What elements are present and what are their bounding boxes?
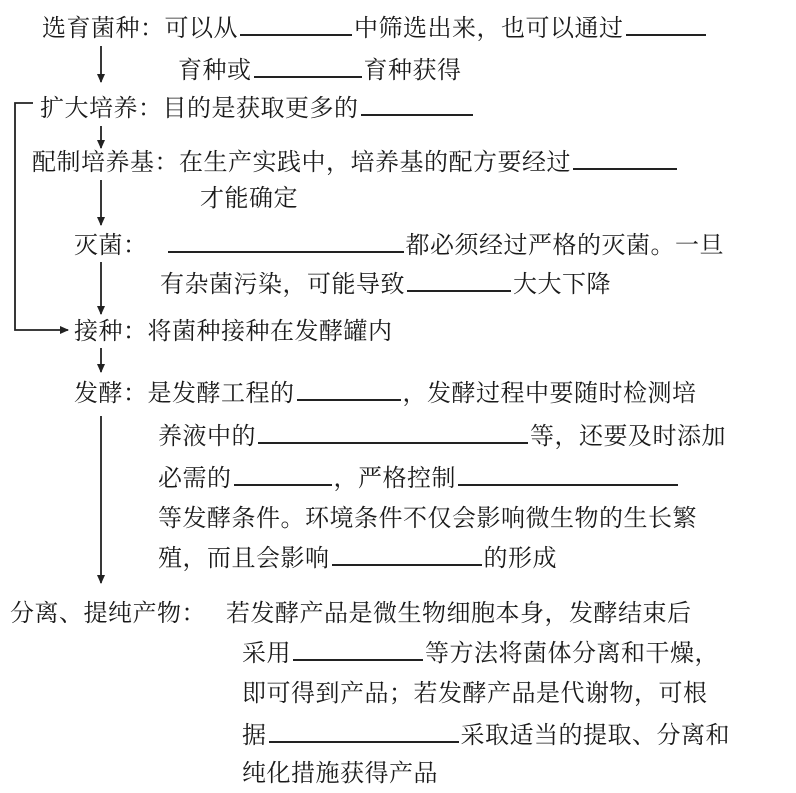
text-segment: 的形成 xyxy=(483,544,557,572)
step-colon: ： xyxy=(154,148,179,176)
text-segment: 等发酵条件。环境条件不仅会影响微生物的生长繁 xyxy=(158,504,697,532)
fill-blank-8 xyxy=(297,398,401,401)
text-segment: 在生产实践中，培养基的配方要经过 xyxy=(179,148,571,176)
step-colon: ： xyxy=(123,317,148,345)
text-segment: 纯化措施获得产品 xyxy=(242,759,438,787)
text-segment: 可以从 xyxy=(164,14,238,42)
text-segment: 即可得到产品；若发酵产品是代谢物，可根 xyxy=(242,679,708,707)
text-segment: 等方法将菌体分离和干燥， xyxy=(425,639,719,667)
fill-blank-5 xyxy=(573,167,677,170)
step-colon: ： xyxy=(181,599,206,627)
step-label-inoculate: 接种 xyxy=(74,317,123,345)
text-segment: 育种获得 xyxy=(363,56,462,84)
fill-blank-13 xyxy=(293,658,423,661)
step-label-separate-purify: 分离、提纯产物 xyxy=(10,599,182,627)
step-separate-purify-line-5 xyxy=(242,753,438,793)
text-segment: 都必须经过严格的灭菌。一旦 xyxy=(405,231,724,259)
text-segment: 采用 xyxy=(242,639,291,667)
fill-blank-14 xyxy=(269,740,459,743)
step-sterilize-line-1 xyxy=(74,225,724,265)
fill-blank-4 xyxy=(361,113,473,116)
step-sterilize-line-2 xyxy=(160,264,611,304)
fill-blank-12 xyxy=(332,563,482,566)
step-select-strain-line-2 xyxy=(178,50,462,90)
fill-blank-11 xyxy=(458,483,678,486)
fill-blank-6 xyxy=(168,250,404,253)
step-colon: ： xyxy=(138,94,163,122)
fill-blank-10 xyxy=(234,483,332,486)
text-segment: 育种或 xyxy=(178,56,252,84)
text-segment: 据 xyxy=(242,721,267,749)
text-segment: 采取适当的提取、分离和 xyxy=(460,721,730,749)
text-segment: 是发酵工程的 xyxy=(147,379,295,407)
text-segment: 中筛选出来，也可以通过 xyxy=(354,14,624,42)
fill-blank-1 xyxy=(240,33,352,36)
text-segment: 等，还要及时添加 xyxy=(530,422,726,450)
text-segment: 殖，而且会影响 xyxy=(158,544,330,572)
step-separate-purify-line-3 xyxy=(242,673,708,713)
step-ferment-line-1 xyxy=(74,373,697,413)
step-colon: ： xyxy=(123,379,148,407)
text-segment: 有杂菌污染，可能导致 xyxy=(160,270,405,298)
text-segment: 若发酵产品是微生物细胞本身，发酵结束后 xyxy=(226,599,692,627)
fill-blank-7 xyxy=(407,289,511,292)
step-ferment-line-3 xyxy=(158,458,680,498)
text-segment: ，严格控制 xyxy=(333,464,456,492)
step-ferment-line-5 xyxy=(158,538,557,578)
text-segment: ，发酵过程中要随时检测培 xyxy=(402,379,697,407)
step-inoculate-line-1 xyxy=(74,311,393,351)
step-label-select-strain: 选育菌种 xyxy=(42,14,140,42)
step-label-sterilize: 灭菌 xyxy=(74,231,123,259)
arrow-loop-back xyxy=(15,103,68,330)
text-segment: 将菌种接种在发酵罐内 xyxy=(147,317,393,345)
step-prepare-medium-line-2 xyxy=(200,178,298,218)
text-segment: 必需的 xyxy=(158,464,232,492)
step-prepare-medium-line-1 xyxy=(32,142,679,182)
step-label-prepare-medium: 配制培养基 xyxy=(32,148,155,176)
fill-blank-9 xyxy=(258,441,528,444)
text-segment: 大大下降 xyxy=(513,270,611,298)
step-separate-purify-line-1 xyxy=(10,593,692,633)
step-separate-purify-line-4 xyxy=(242,715,730,755)
fill-blank-3 xyxy=(254,75,362,78)
fill-blank-2 xyxy=(626,33,706,36)
step-ferment-line-2 xyxy=(158,416,726,456)
step-separate-purify-line-2 xyxy=(242,633,719,673)
text-segment: 养液中的 xyxy=(158,422,256,450)
step-ferment-line-4 xyxy=(158,498,697,538)
step-label-expand-culture: 扩大培养 xyxy=(40,94,138,122)
step-colon: ： xyxy=(123,231,148,259)
step-select-strain-line-1 xyxy=(42,8,708,48)
step-label-ferment: 发酵 xyxy=(74,379,123,407)
step-colon: ： xyxy=(140,14,165,42)
text-segment: 目的是获取更多的 xyxy=(162,94,359,122)
step-expand-culture-line-1 xyxy=(40,88,475,128)
text-segment: 才能确定 xyxy=(200,184,298,212)
